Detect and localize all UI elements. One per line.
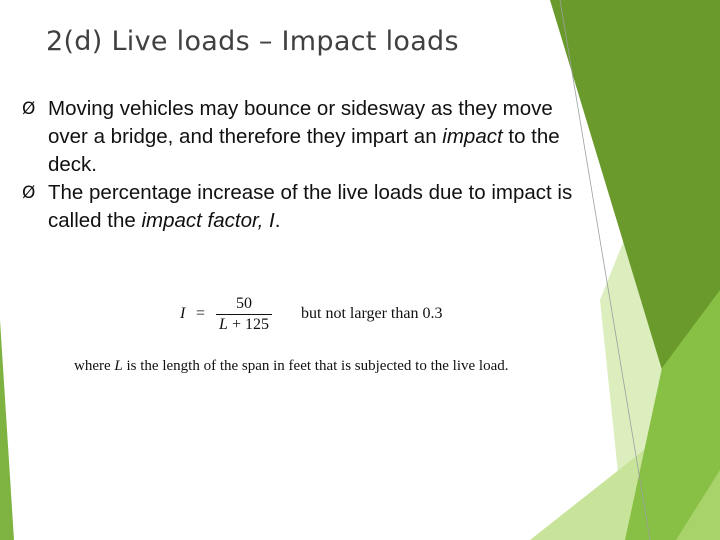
formula-limit: but not larger than 0.3 xyxy=(301,305,443,322)
note-variable: L xyxy=(114,358,123,374)
bullet-emphasis: impact xyxy=(442,125,503,148)
formula-note xyxy=(74,357,556,376)
denominator-constant: + 125 xyxy=(227,316,269,333)
bullet-text: Moving vehicles may bounce or sidesway as they move over a bridge, and therefore they impart an xyxy=(48,97,553,148)
bullet-text-end: to the deck. xyxy=(48,125,560,176)
formula-fraction xyxy=(216,296,272,333)
bullet-text-end: . xyxy=(274,209,281,232)
fraction-bar xyxy=(216,314,272,315)
formula-variable: I xyxy=(180,305,186,322)
arrow-bullet-icon: Ø xyxy=(22,99,36,119)
note-prefix: where xyxy=(74,358,115,374)
note-text: is the length of the span in feet that is subjected to the live load. xyxy=(122,358,509,374)
denominator-variable: L xyxy=(219,316,228,333)
formula-numerator: 50 xyxy=(236,295,252,312)
formula-denominator xyxy=(216,317,272,333)
slide-title: 2(d) Live loads – Impact loads xyxy=(46,26,459,57)
bullet-text: The percentage increase of the live loads due to impact is called the xyxy=(48,181,573,232)
bullet-item xyxy=(22,179,582,235)
formula-equals: = xyxy=(196,305,206,322)
bullet-emphasis: impact factor, I xyxy=(141,209,275,232)
deco-left-shard xyxy=(0,320,14,540)
bullet-item xyxy=(22,95,582,179)
bullet-list xyxy=(22,95,582,235)
arrow-bullet-icon: Ø xyxy=(22,183,36,203)
